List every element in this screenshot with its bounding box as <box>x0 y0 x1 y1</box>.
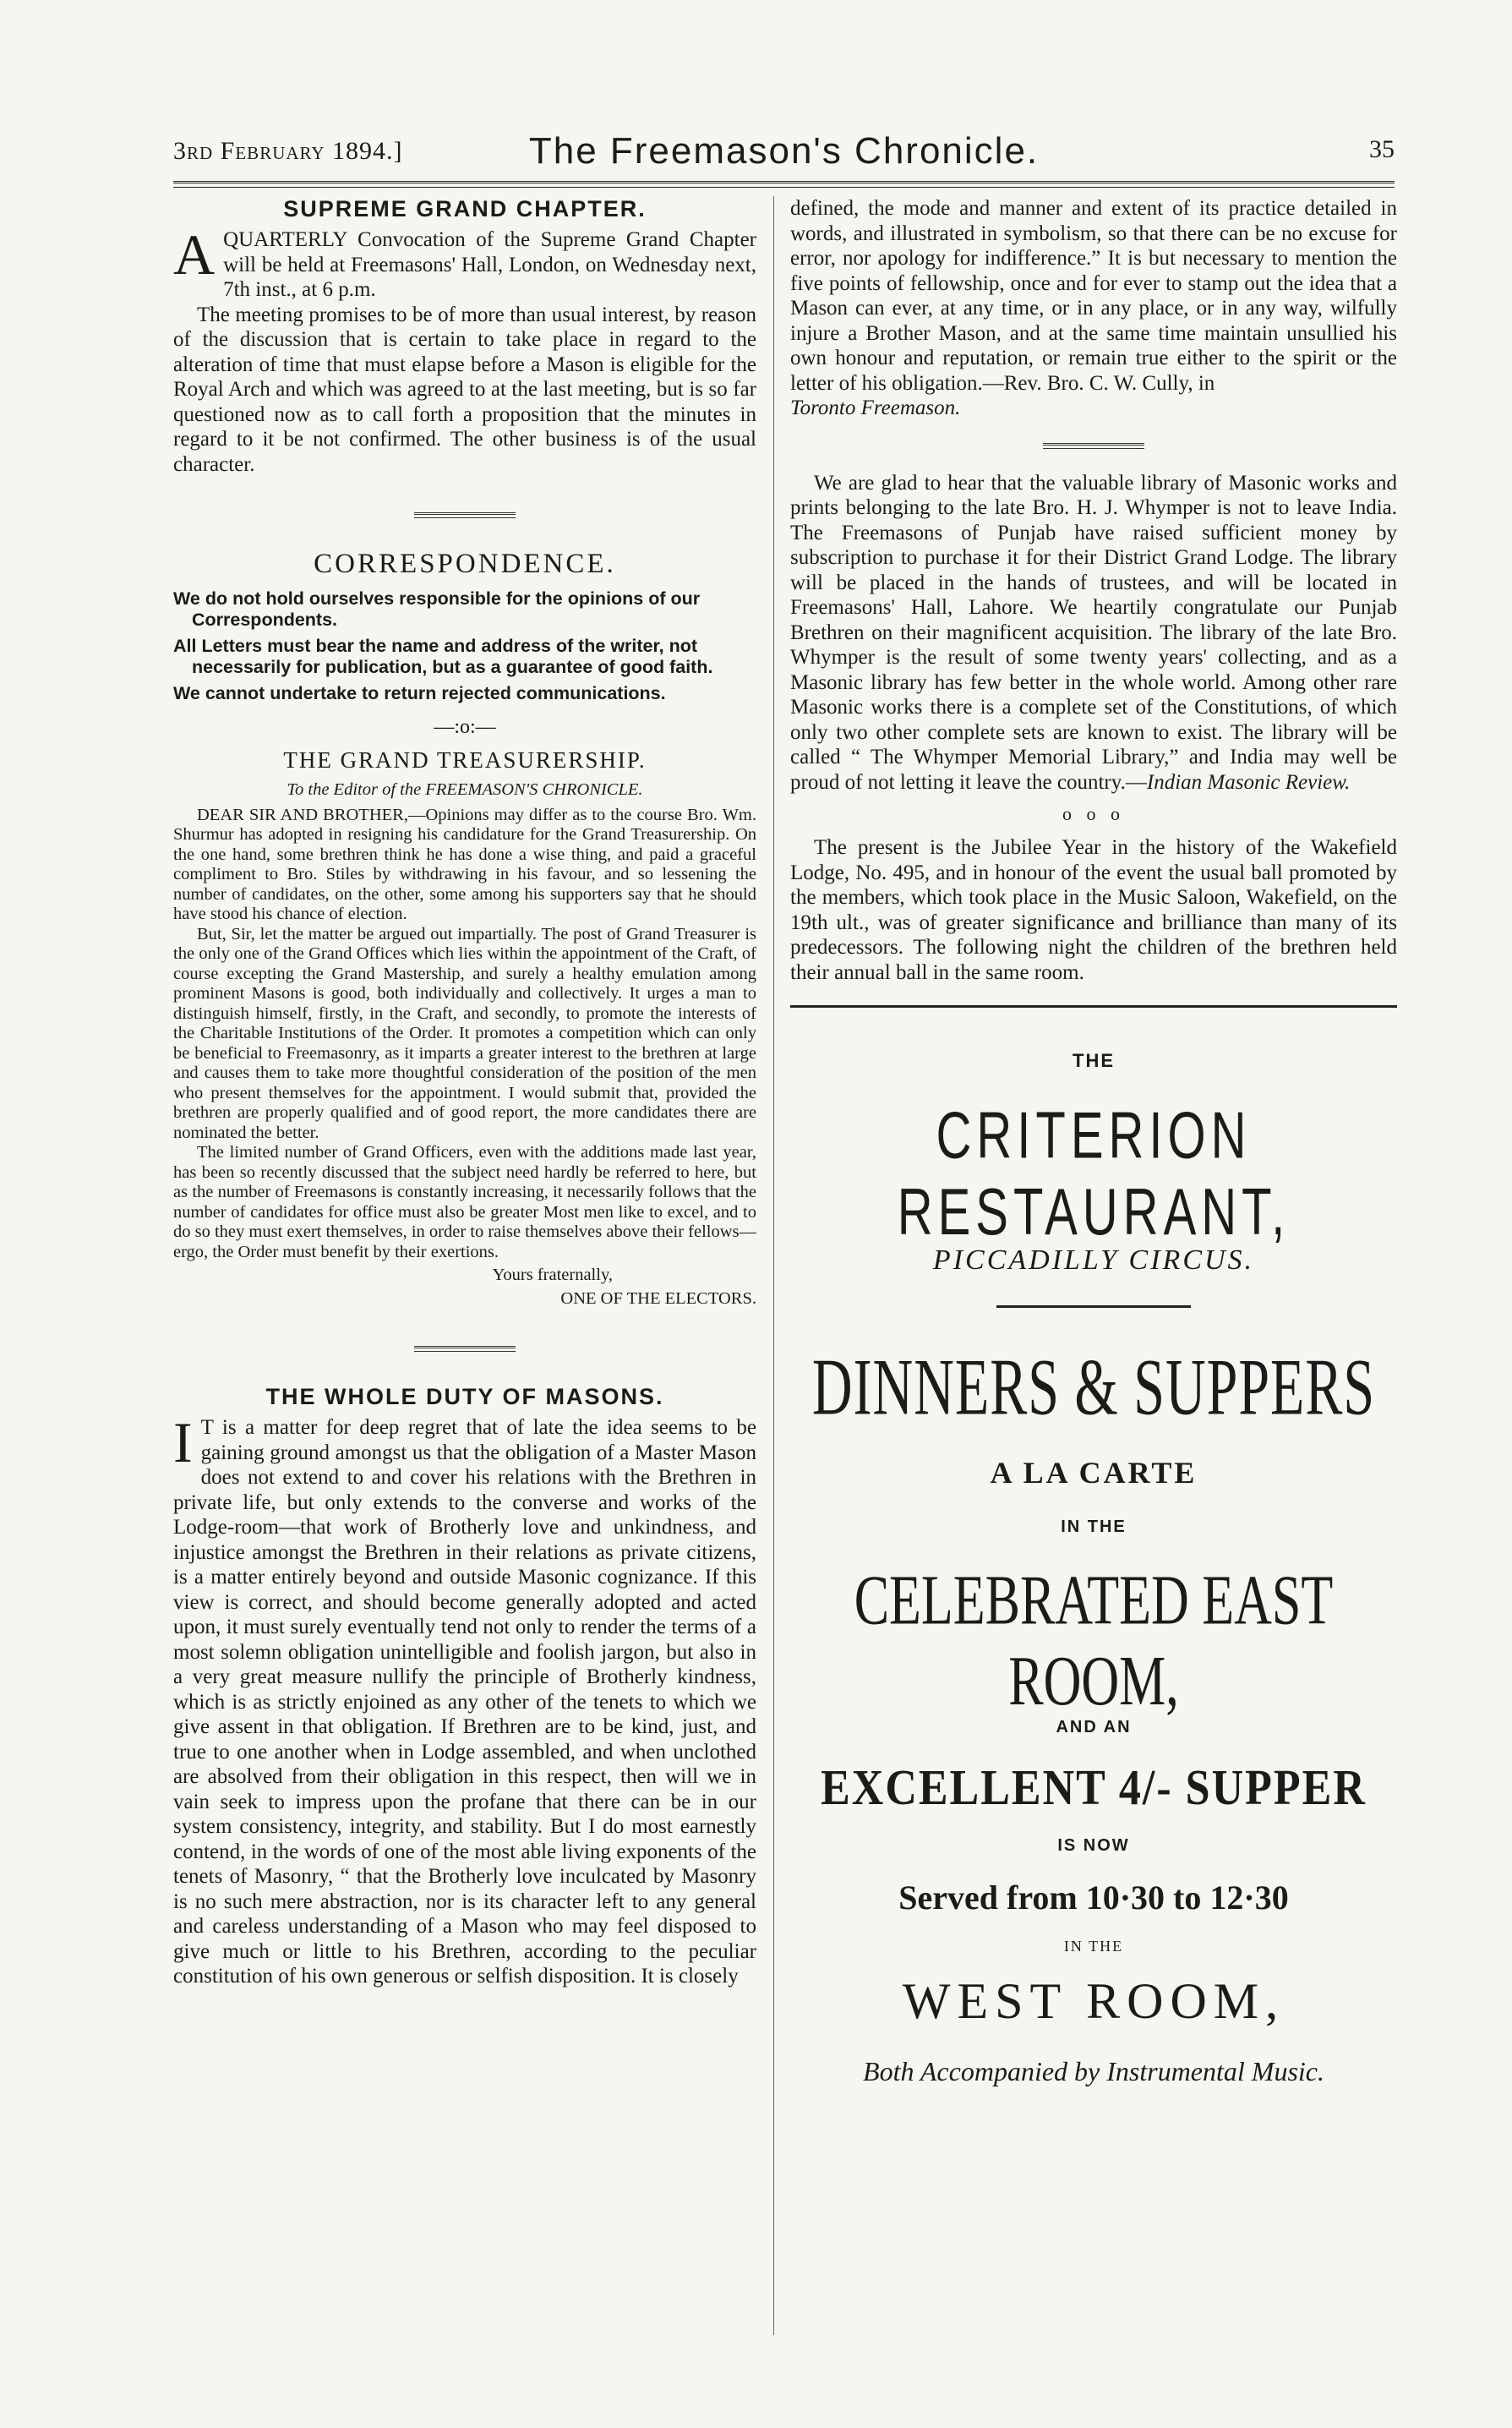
criterion-advertisement <box>790 1050 1397 2087</box>
advert-and-an: AND AN <box>1056 1718 1132 1736</box>
advert-top-rule <box>790 1005 1397 1008</box>
supreme-dropcap: A <box>173 222 216 287</box>
notice-rejected: We cannot undertake to return rejected communications. <box>173 683 666 703</box>
correspondence-divider: —:o:— <box>434 716 496 738</box>
supreme-heading: SUPREME GRAND CHAPTER. <box>283 196 647 221</box>
jubilee-article <box>790 835 1397 985</box>
letter-closing: Yours fraternally, <box>492 1266 613 1284</box>
whole-duty-article <box>173 1410 756 1989</box>
treasurership-heading: THE GRAND TREASURERSHIP. <box>283 747 647 773</box>
library-source: Indian Masonic Review. <box>1146 770 1351 794</box>
advert-dinners-suppers: DINNERS & SUPPERS <box>811 1343 1376 1433</box>
advert-in-the: IN THE <box>1061 1518 1127 1536</box>
advert-short-rule <box>996 1305 1191 1308</box>
advert-served-times: Served from 10·30 to 12·30 <box>898 1878 1289 1917</box>
whole-duty-paragraph: T is a matter for deep regret that of late the idea seems to be gaining ground amongst us that the obligation of a Master Mason does not extend to and cover his relations with the Brethren in private life, but only extends to the converse and works of the Lodge-room—that work of Brotherly love and unkindness, and injustice amongst the Brethren in their relations as private citizens, is a matter entirely beyond and outside Masonic cognizance. If this view is correct, and should become generally adopted and acted upon, it must surely eventually tend not only to render the terms of a most solemn obligation unintelligible and foolish jargon, but also in a very great measure nullify the principle of Brotherly kindness, which is as strictly enjoined as any other of the tenets to which we give assent in that obligation. If Brethren are to be kind, just, and true to one another when in Lodge assembled, and when unclothed are absolved from their obligation in this respect, then will we in vain seek to impress upon the profane that there can be in our system consistency, integrity, and stability. But I do most earnestly contend, in the words of one of the most able living exponents of the tenets of Masonry, “ that the Brotherly love inculcated by Masonry is no such mere abstraction, nor is its character left to any general and careless understanding of a Mason who may feel disposed to give much or little to his Brethren, according to the peculiar constitution of his own generous or selfish disposition. It is closely <box>173 1416 756 1988</box>
advert-excellent-supper: EXCELLENT 4/- SUPPER <box>821 1760 1367 1816</box>
section-separator <box>414 1346 516 1352</box>
section-separator <box>414 512 516 518</box>
library-article <box>790 471 1397 796</box>
whole-duty-continued <box>790 196 1397 421</box>
letter-paragraph-2: But, Sir, let the matter be argued out impartially. The post of Grand Treasurer is the only one of the Grand Offices which lies within the appointment of the Craft, of course excepting the Grand Mastership, and surely a healthy emulation among prominent Masons is good, both individually and collectively. It urges a man to distinguish himself, firstly, in the Craft, and secondly, to promote the interests of the Charitable Institutions of the Order. It promotes a competition which can only be beneficial to Freemasonry, as it imparts a greater interest to the brethren at large and causes them to take more thoughtful consideration of the position of the men who present themselves for the appointment. I would submit that, provided the brethren are properly qualified and of good report, the more candidates there are nominated the better. <box>173 924 756 1142</box>
header-rule <box>173 181 1395 188</box>
letter-signature: ONE OF THE ELECTORS. <box>560 1288 756 1308</box>
advert-is-now: IS NOW <box>1057 1836 1130 1855</box>
masthead-title: The Freemason's Chronicle. <box>528 130 1040 172</box>
advert-east-room: CELEBRATED EAST ROOM, <box>854 1561 1334 1720</box>
whole-duty-continued-text: defined, the mode and manner and extent of its practice detailed in words, and illustrated in symbolism, so that there can be no excuse for error, nor apology for indifference.” It is but necessary to mention the five points of fellowship, once and for ever to stamp out the idea that a Mason can ever, at any time, or in any place, or in any way, wilfully injure a Brother Mason, and at the same time maintain unsullied his own honour and reputation, or remain true either to the spirit or the letter of his obligation.—Rev. Bro. C. W. Cully, in <box>790 197 1397 395</box>
page-header <box>173 127 1395 179</box>
advert-west-room: WEST ROOM, <box>902 1973 1285 2029</box>
treasurership-letter <box>173 806 756 1310</box>
whole-duty-source: Toronto Freemason. <box>790 396 961 419</box>
right-column <box>790 196 1397 2343</box>
advert-the: THE <box>1073 1050 1115 1071</box>
advert-music: Both Accompanied by Instrumental Music. <box>863 2056 1324 2086</box>
supreme-paragraph-1: QUARTERLY Convocation of the Supreme Grand Chapter will be held at Freemasons' Hall, London, on Wednesday next, 7th inst., at 6 p.m. <box>223 228 756 301</box>
issue-date: 3rd February 1894.] <box>173 137 403 165</box>
notice-letters: All Letters must bear the name and address of the writer, not necessarily for publication, but as a guarantee of good faith. <box>173 636 713 677</box>
letter-paragraph-3: The limited number of Grand Officers, even with the additions made last year, has been so recently discussed that the subject need hardly be referred to here, but as the number of Freemasons is constantly increasing, it necessarily follows that the number of candidates for office must also be greater Most men like to excel, and to do so they must exert themselves, in order to raise themselves above their fellows—ergo, the Order must benefit by their exertions. <box>173 1143 756 1261</box>
advert-restaurant-name: CRITERION RESTAURANT, <box>897 1098 1291 1250</box>
left-column <box>173 196 756 2343</box>
jubilee-text: The present is the Jubilee Year in the history of the Wakefield Lodge, No. 495, and in honour of the event the usual ball promoted by the members, which took place in the Music Saloon, Wakefield, on the 19th ult., was of greater significance and brilliance than many of its predecessors. The following night the children of the brethren held their annual ball in the same room. <box>790 836 1397 984</box>
notice-opinions: We do not hold ourselves responsible for the opinions of our Correspondents. <box>173 588 701 630</box>
advert-a-la-carte: A LA CARTE <box>990 1456 1198 1490</box>
library-text: We are glad to hear that the valuable library of Masonic works and prints belonging to the late Bro. H. J. Whymper is not to leave India. The Freemasons of Punjab have raised sufficient money by subscription to purchase it for their District Grand Lodge. The library will be placed in the hands of trustees, and will be located in Freemasons' Hall, Lahore. We heartily congratulate our Punjab Brethren on their magnificent acquisition. The library of the late Bro. Whymper is the result of some twenty years' collecting, and as a Masonic library has few better in the whole world. Among other rare Masonic works there is a complete set of the Constitutions, of which only two other complete sets are known to exist. The library will be called “ The Whymper Memorial Library,” and India may well be proud of not letting it leave the country.— <box>790 471 1397 794</box>
whole-duty-dropcap: I <box>173 1410 193 1474</box>
letter-paragraph-1: DEAR SIR AND BROTHER,—Opinions may differ as to the course Bro. Wm. Shurmur has adopted in resigning his candidature for the Grand Treasurership. On the one hand, some brethren think he has done a wise thing, and paid a graceful compliment to Bro. Stiles by withdrawing in his favour, and so lessening the number of candidates, on the other, some among his supporters say that he should have stood his chance of election. <box>173 805 756 923</box>
section-separator <box>1043 443 1144 449</box>
supreme-article <box>173 222 756 477</box>
correspondence-notices <box>173 588 756 704</box>
to-editor-line: To the Editor of the FREEMASON'S CHRONICLE. <box>287 780 643 799</box>
column-divider <box>773 196 774 2335</box>
supreme-paragraph-2: The meeting promises to be of more than usual interest, by reason of the discussion that is certain to take place in regard to the alteration of time that must elapse before a Mason is eligible for the Royal Arch and which was agreed to at the last meeting, but is so far questioned now as to call forth a proposition that the minutes in regard to it be not confirmed. The other business is of the usual character. <box>173 303 756 476</box>
advert-in-the-2: IN THE <box>1063 1938 1124 1955</box>
page-number: 35 <box>1369 135 1395 163</box>
whole-duty-heading: THE WHOLE DUTY OF MASONS. <box>265 1384 664 1409</box>
advert-location: PICCADILLY CIRCUS. <box>932 1244 1255 1276</box>
library-divider: o o o <box>1062 803 1125 824</box>
correspondence-heading: CORRESPONDENCE. <box>314 549 616 579</box>
